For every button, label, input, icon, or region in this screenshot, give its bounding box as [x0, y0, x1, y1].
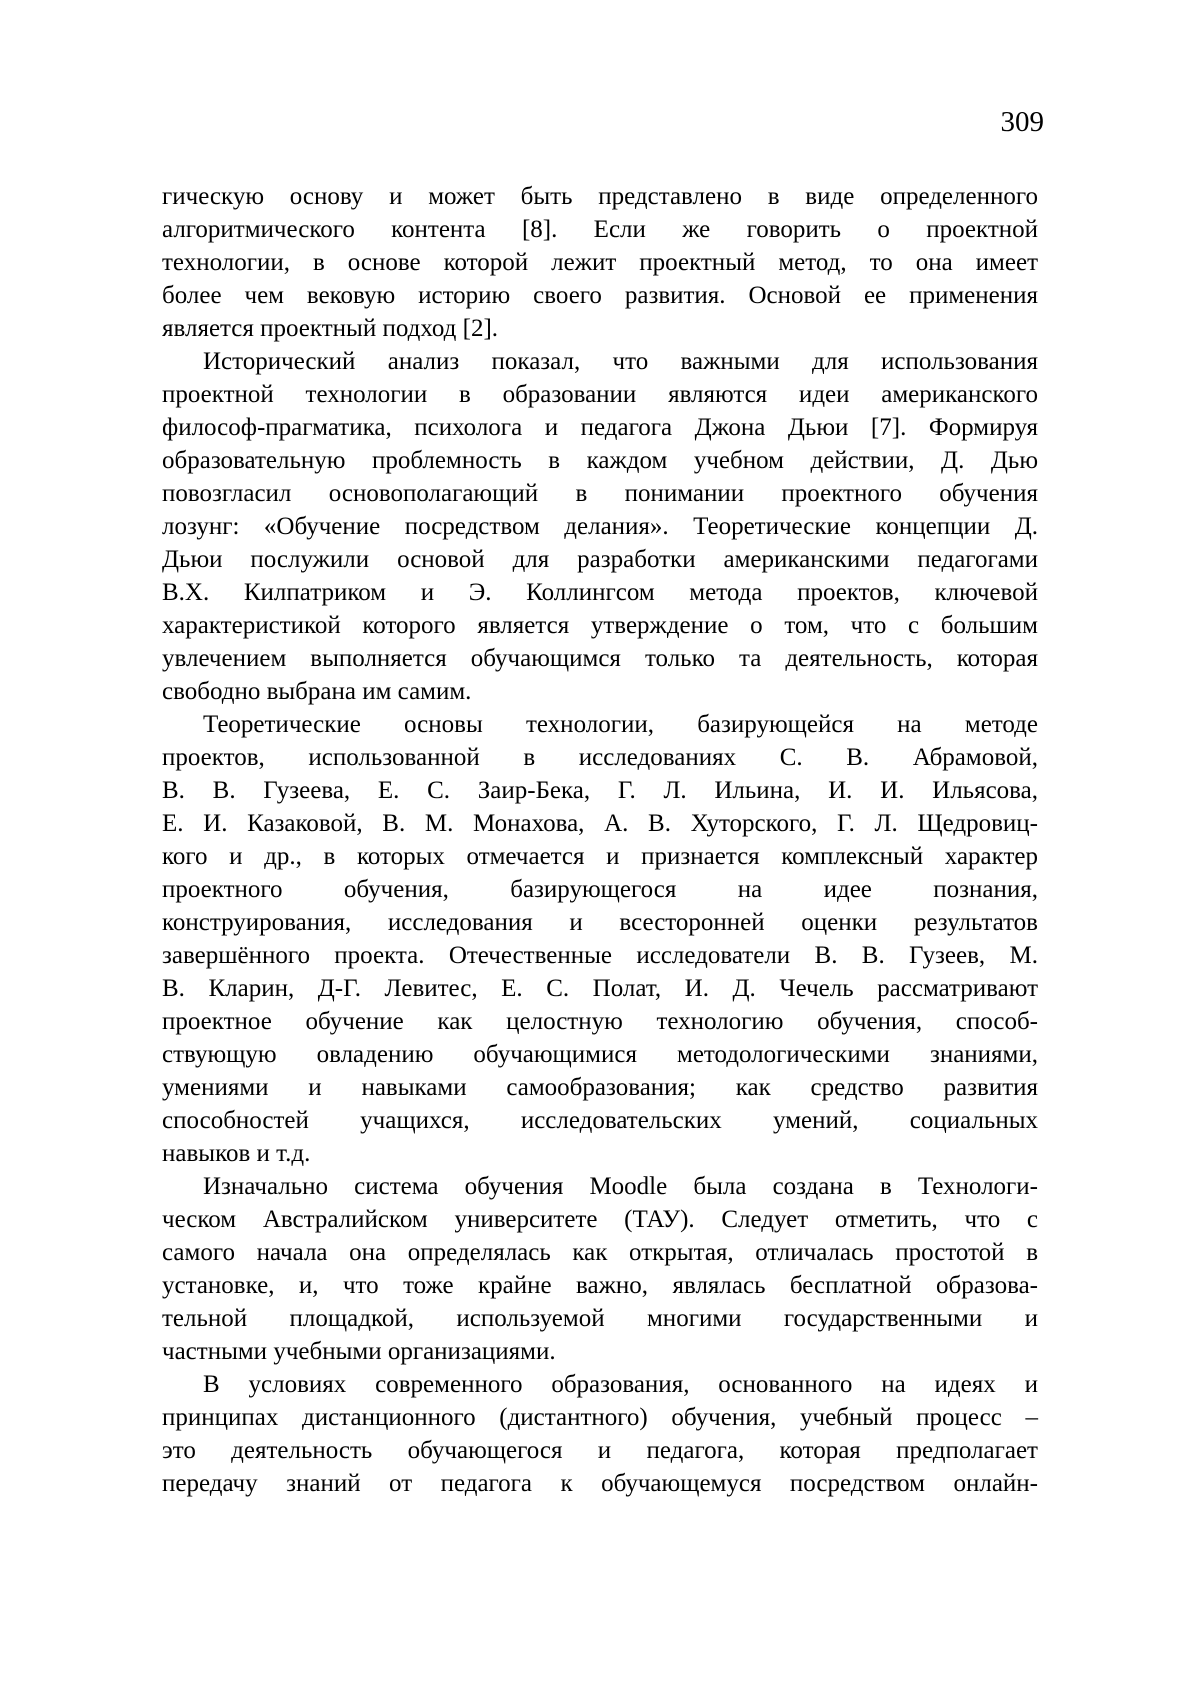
text-line: проектной технологии в образовании являются идеи американского — [162, 378, 1038, 411]
text-line: является проектный подход [2]. — [162, 312, 1038, 345]
text-line: частными учебными организациями. — [162, 1335, 1038, 1368]
text-line: установке, и, что тоже крайне важно, являлась бесплатной образова- — [162, 1269, 1038, 1302]
text-line: завершённого проекта. Отечественные исследователи В. В. Гузеев, М. — [162, 939, 1038, 972]
text-line: умениями и навыками самообразования; как средство развития — [162, 1071, 1038, 1104]
text-line: В условиях современного образования, основанного на идеях и — [162, 1368, 1038, 1401]
text-line: проектное обучение как целостную технологию обучения, способ- — [162, 1005, 1038, 1038]
text-line: В. В. Гузеева, Е. С. Заир-Бека, Г. Л. Ильина, И. И. Ильясова, — [162, 774, 1038, 807]
paragraph-2 — [162, 345, 1038, 708]
paragraph-3 — [162, 708, 1038, 1170]
paragraph-4 — [162, 1170, 1038, 1368]
text-line: более чем вековую историю своего развития. Основой ее применения — [162, 279, 1038, 312]
text-line: самого начала она определялась как открытая, отличалась простотой в — [162, 1236, 1038, 1269]
text-line: ствующую овладению обучающимися методологическими знаниями, — [162, 1038, 1038, 1071]
text-line: способностей учащихся, исследовательских умений, социальных — [162, 1104, 1038, 1137]
text-line: философ-прагматика, психолога и педагога Джона Дьюи [7]. Формируя — [162, 411, 1038, 444]
document-page — [0, 0, 1200, 1703]
paragraph-1 — [162, 180, 1038, 345]
page-number: 309 — [1001, 104, 1045, 140]
text-line: конструирования, исследования и всесторонней оценки результатов — [162, 906, 1038, 939]
text-line: Изначально система обучения Moodle была создана в Технологи- — [162, 1170, 1038, 1203]
text-line: В. Кларин, Д-Г. Левитес, Е. С. Полат, И. Д. Чечель рассматривают — [162, 972, 1038, 1005]
text-line: увлечением выполняется обучающимся только та деятельность, которая — [162, 642, 1038, 675]
text-line: Дьюи послужили основой для разработки американскими педагогами — [162, 543, 1038, 576]
text-line: свободно выбрана им самим. — [162, 675, 1038, 708]
text-line: Е. И. Казаковой, В. М. Монахова, А. В. Хуторского, Г. Л. Щедровиц- — [162, 807, 1038, 840]
paragraph-5 — [162, 1368, 1038, 1500]
text-line: лозунг: «Обучение посредством делания». Теоретические концепции Д. — [162, 510, 1038, 543]
text-line: повозгласил основополагающий в понимании проектного обучения — [162, 477, 1038, 510]
text-line: алгоритмического контента [8]. Если же говорить о проектной — [162, 213, 1038, 246]
text-line: ческом Австралийском университете (ТАУ). Следует отметить, что с — [162, 1203, 1038, 1236]
text-line: характеристикой которого является утверждение о том, что с большим — [162, 609, 1038, 642]
text-line: гическую основу и может быть представлено в виде определенного — [162, 180, 1038, 213]
body-text — [162, 180, 1038, 1500]
text-line: тельной площадкой, используемой многими государственными и — [162, 1302, 1038, 1335]
text-line: В.Х. Килпатриком и Э. Коллингсом метода проектов, ключевой — [162, 576, 1038, 609]
text-line: технологии, в основе которой лежит проектный метод, то она имеет — [162, 246, 1038, 279]
text-line: проектов, использованной в исследованиях С. В. Абрамовой, — [162, 741, 1038, 774]
text-line: образовательную проблемность в каждом учебном действии, Д. Дью — [162, 444, 1038, 477]
text-line: принципах дистанционного (дистантного) обучения, учебный процесс – — [162, 1401, 1038, 1434]
text-line: Теоретические основы технологии, базирующейся на методе — [162, 708, 1038, 741]
text-line: навыков и т.д. — [162, 1137, 1038, 1170]
text-line: Исторический анализ показал, что важными для использования — [162, 345, 1038, 378]
text-line: передачу знаний от педагога к обучающемуся посредством онлайн- — [162, 1467, 1038, 1500]
text-line: проектного обучения, базирующегося на идее познания, — [162, 873, 1038, 906]
text-line: кого и др., в которых отмечается и признается комплексный характер — [162, 840, 1038, 873]
text-line: это деятельность обучающегося и педагога, которая предполагает — [162, 1434, 1038, 1467]
